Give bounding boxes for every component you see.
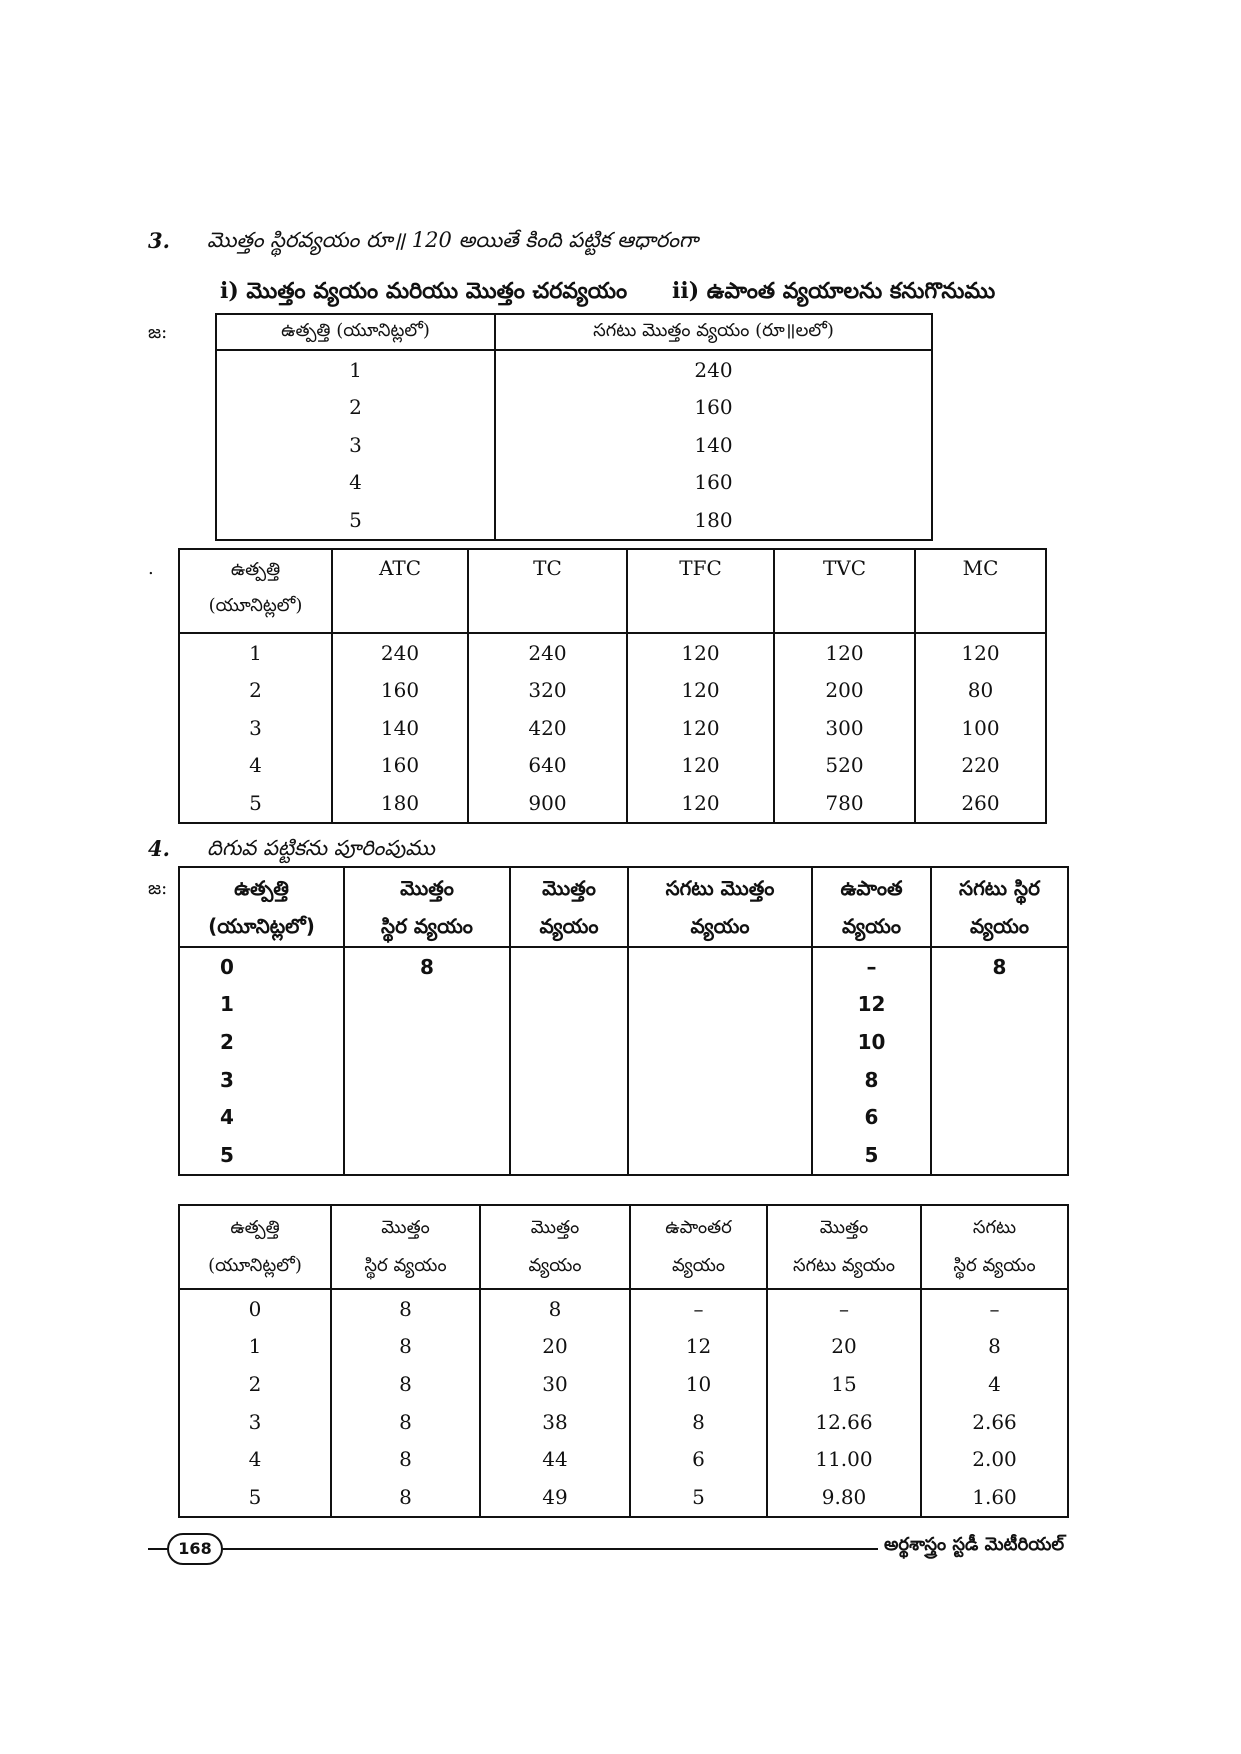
table-cell: –: [767, 1289, 921, 1328]
table-cell: 520: [774, 747, 915, 785]
table-cell: 8: [331, 1440, 480, 1478]
given-table: [215, 313, 933, 541]
header-line: వ్యయం: [671, 1255, 726, 1276]
sub-question-ii: ii) ఉపాంత వ్యయాలను కనుగొనుము: [672, 278, 996, 304]
table-cell: 320: [468, 672, 627, 710]
table-row: [216, 501, 932, 540]
table-cell: 2: [179, 1023, 344, 1061]
table-cell: 120: [627, 747, 774, 785]
table-cell: 8: [331, 1403, 480, 1441]
table-cell: 2.66: [972, 1409, 1017, 1434]
table-header: [344, 867, 510, 947]
table-row: [179, 784, 1046, 823]
table-cell: 10: [630, 1365, 767, 1403]
table-cell: 8: [992, 954, 1007, 979]
table-cell: 8: [344, 947, 510, 986]
table-cell: 0: [179, 947, 344, 986]
table-cell: 8: [331, 1328, 480, 1366]
table-row: [179, 672, 1046, 710]
table-cell: 4: [179, 1440, 331, 1478]
table-cell: 240: [332, 633, 468, 672]
table-row: [179, 1478, 1068, 1517]
table-header: MC: [915, 549, 1046, 633]
table-header: [767, 1205, 921, 1289]
table-cell: 0: [179, 1289, 331, 1328]
table-cell: 8: [331, 1478, 480, 1517]
table-cell: 12.66: [767, 1403, 921, 1441]
table-cell: 8: [630, 1403, 767, 1441]
table-cell: [344, 1098, 510, 1136]
table-cell: [931, 1098, 1068, 1136]
table-cell: 120: [627, 709, 774, 747]
table-cell: [931, 1061, 1068, 1099]
header-line: వ్యయం: [528, 1255, 582, 1276]
table-cell: 4: [988, 1371, 1001, 1396]
table-cell: 4: [179, 747, 332, 785]
table-cell: [510, 1061, 628, 1099]
table-cell: 780: [774, 784, 915, 823]
table-cell: 38: [480, 1403, 630, 1441]
table-cell: 160: [332, 672, 468, 710]
table-cell: [628, 1023, 812, 1061]
table-header: [630, 1205, 767, 1289]
table-cell: 20: [480, 1328, 630, 1366]
table-cell: 10: [812, 1023, 931, 1061]
table-cell: 3: [179, 1061, 344, 1099]
header-line: స్థిర వ్యయం: [364, 1255, 447, 1276]
header-line: సగటు స్థిర: [959, 876, 1040, 900]
table-cell: [344, 1136, 510, 1175]
table-cell: 12: [630, 1328, 767, 1366]
header-line: వ్యయం: [539, 914, 599, 938]
solution-table: [178, 548, 1047, 824]
header-line: వ్యయం: [969, 914, 1030, 938]
table-cell: 12: [812, 986, 931, 1024]
fill-in-table: [178, 866, 1069, 1176]
answer-label: జ:: [148, 878, 168, 899]
table-header: [921, 1205, 1068, 1289]
table-cell: 8: [480, 1289, 630, 1328]
table-cell: 900: [468, 784, 627, 823]
table-cell: 300: [774, 709, 915, 747]
table-cell: 11.00: [767, 1440, 921, 1478]
header-line: సగటు వ్యయం: [792, 1255, 896, 1276]
table-cell: 120: [961, 640, 1000, 665]
table-cell: 120: [627, 672, 774, 710]
table-cell: 640: [468, 747, 627, 785]
table-cell: 9.80: [767, 1478, 921, 1517]
table-header: [480, 1205, 630, 1289]
table-row: [179, 747, 1046, 785]
table-row: [179, 1328, 1068, 1366]
table-cell: –: [989, 1296, 1000, 1321]
table-header: ATC: [332, 549, 468, 633]
table-cell: 3: [216, 426, 495, 464]
table-cell: 4: [216, 464, 495, 502]
table-cell: 180: [332, 784, 468, 823]
header-line: వ్యయం: [690, 914, 750, 938]
table-cell: 5: [812, 1136, 931, 1175]
table-cell: 180: [694, 507, 733, 532]
header-line: ఉత్పత్తి: [230, 1217, 280, 1238]
table-cell: 2: [179, 1365, 331, 1403]
table-header: TFC: [627, 549, 774, 633]
header-line: స్థిర వ్యయం: [953, 1255, 1036, 1276]
book-title: అర్థశాస్త్రం స్టడీ మెటీరియల్: [884, 1534, 1065, 1555]
table-row: [179, 1136, 1068, 1175]
question-number: 4.: [148, 836, 170, 861]
table-cell: [510, 947, 628, 986]
table-cell: [510, 986, 628, 1024]
table-cell: 5: [179, 1136, 344, 1175]
table-cell: 160: [694, 470, 733, 495]
header-line: (యూనిట్లలో): [208, 914, 315, 938]
header-line: ఉపాంత: [840, 876, 903, 900]
table-cell: 4: [179, 1098, 344, 1136]
table-cell: 120: [627, 633, 774, 672]
table-cell: 30: [480, 1365, 630, 1403]
sub-question-i: i) మొత్తం వ్యయం మరియు మొత్తం చరవ్యయం: [220, 278, 628, 304]
table-cell: 140: [332, 709, 468, 747]
table-cell: [344, 1061, 510, 1099]
table-cell: 140: [694, 432, 733, 457]
header-line: వ్యయం: [841, 914, 902, 938]
table-cell: 3: [179, 1403, 331, 1441]
table-cell: 1: [179, 986, 344, 1024]
question-text: దిగువ పట్టికను పూరింపుము: [207, 836, 435, 860]
table-row: [179, 709, 1046, 747]
table-cell: 1: [179, 1328, 331, 1366]
solution-table: [178, 1204, 1069, 1518]
table-cell: 5: [216, 501, 495, 540]
table-header: ఉత్పత్తి (యూనిట్లలో): [216, 314, 495, 350]
header-line: మొత్తం: [381, 1217, 430, 1238]
table-row: [179, 986, 1068, 1024]
table-row: [179, 947, 1068, 986]
page-number: 168: [167, 1533, 223, 1565]
table-cell: 160: [332, 747, 468, 785]
table-cell: [931, 986, 1068, 1024]
table-header: TC: [468, 549, 627, 633]
table-cell: 5: [630, 1478, 767, 1517]
table-cell: [931, 1136, 1068, 1175]
header-line: సగటు మొత్తం: [665, 876, 775, 900]
table-header: సగటు మొత్తం వ్యయం (రూ॥లలో): [495, 314, 932, 350]
table-cell: [510, 1023, 628, 1061]
table-row: [179, 1403, 1068, 1441]
table-cell: 5: [179, 784, 332, 823]
table-row: [216, 464, 932, 502]
question-text: మొత్తం స్థిరవ్యయం రూ॥ 120 అయితే కింది పట్టిక ఆధారంగా: [207, 228, 699, 252]
table-row: [179, 1440, 1068, 1478]
answer-label: జ:: [148, 322, 168, 343]
table-cell: 420: [468, 709, 627, 747]
header-line: మొత్తం: [530, 1217, 580, 1238]
table-cell: [628, 1061, 812, 1099]
table-row: [216, 426, 932, 464]
table-header: [331, 1205, 480, 1289]
header-line: (యూనిట్లలో): [208, 1255, 302, 1276]
table-cell: [931, 1023, 1068, 1061]
table-row: [179, 1289, 1068, 1328]
table-cell: [344, 1023, 510, 1061]
header-line: సగటు: [972, 1217, 1017, 1238]
table-cell: 1: [216, 350, 495, 389]
header-line: మొత్తం: [400, 876, 454, 900]
table-cell: 100: [961, 715, 1000, 740]
table-cell: 8: [988, 1334, 1001, 1359]
question-number: 3.: [148, 228, 170, 253]
table-cell: 49: [480, 1478, 630, 1517]
table-cell: 8: [812, 1061, 931, 1099]
header-line: ఉపాంతర: [665, 1217, 732, 1238]
table-cell: 80: [967, 678, 994, 703]
table-cell: 2: [216, 389, 495, 427]
table-row: [216, 389, 932, 427]
table-cell: 260: [961, 790, 1000, 815]
table-header: [628, 867, 812, 947]
table-cell: [628, 1136, 812, 1175]
table-cell: [510, 1136, 628, 1175]
table-cell: 6: [812, 1098, 931, 1136]
table-cell: [510, 1098, 628, 1136]
table-cell: 8: [331, 1289, 480, 1328]
table-cell: 240: [694, 357, 733, 382]
table-cell: 1.60: [972, 1484, 1017, 1509]
table-cell: [344, 986, 510, 1024]
header-line: (యూనిట్లలో): [208, 595, 303, 616]
table-cell: [628, 986, 812, 1024]
table-cell: 6: [630, 1440, 767, 1478]
header-line: స్థిర వ్యయం: [381, 914, 473, 938]
table-cell: 160: [694, 395, 733, 420]
table-header: [179, 549, 332, 633]
table-row: [179, 1023, 1068, 1061]
table-cell: 200: [774, 672, 915, 710]
table-cell: 3: [179, 709, 332, 747]
table-cell: 1: [179, 633, 332, 672]
table-header: [931, 867, 1068, 947]
table-header: [179, 867, 344, 947]
bullet-dot: .: [148, 558, 154, 579]
table-header: [179, 1205, 331, 1289]
table-cell: [628, 1098, 812, 1136]
table-row: [179, 1061, 1068, 1099]
table-header: [510, 867, 628, 947]
table-cell: [628, 947, 812, 986]
table-cell: 20: [767, 1328, 921, 1366]
table-cell: –: [630, 1289, 767, 1328]
table-cell: 2: [179, 672, 332, 710]
table-cell: –: [812, 947, 931, 986]
table-cell: 44: [480, 1440, 630, 1478]
table-cell: 15: [767, 1365, 921, 1403]
table-row: [179, 1098, 1068, 1136]
table-cell: 120: [774, 633, 915, 672]
header-line: మొత్తం: [819, 1217, 869, 1238]
table-header: [812, 867, 931, 947]
header-line: ఉత్పత్తి: [230, 559, 281, 580]
table-cell: 120: [627, 784, 774, 823]
table-row: [216, 350, 932, 389]
table-row: [179, 1365, 1068, 1403]
table-header: TVC: [774, 549, 915, 633]
table-cell: 220: [961, 753, 1000, 778]
header-line: ఉత్పత్తి: [234, 876, 289, 900]
table-cell: 2.00: [972, 1447, 1017, 1472]
table-cell: 240: [468, 633, 627, 672]
table-cell: 8: [331, 1365, 480, 1403]
table-row: [179, 633, 1046, 672]
footer-rule: [218, 1548, 878, 1550]
header-line: మొత్తం: [542, 876, 596, 900]
table-cell: 5: [179, 1478, 331, 1517]
